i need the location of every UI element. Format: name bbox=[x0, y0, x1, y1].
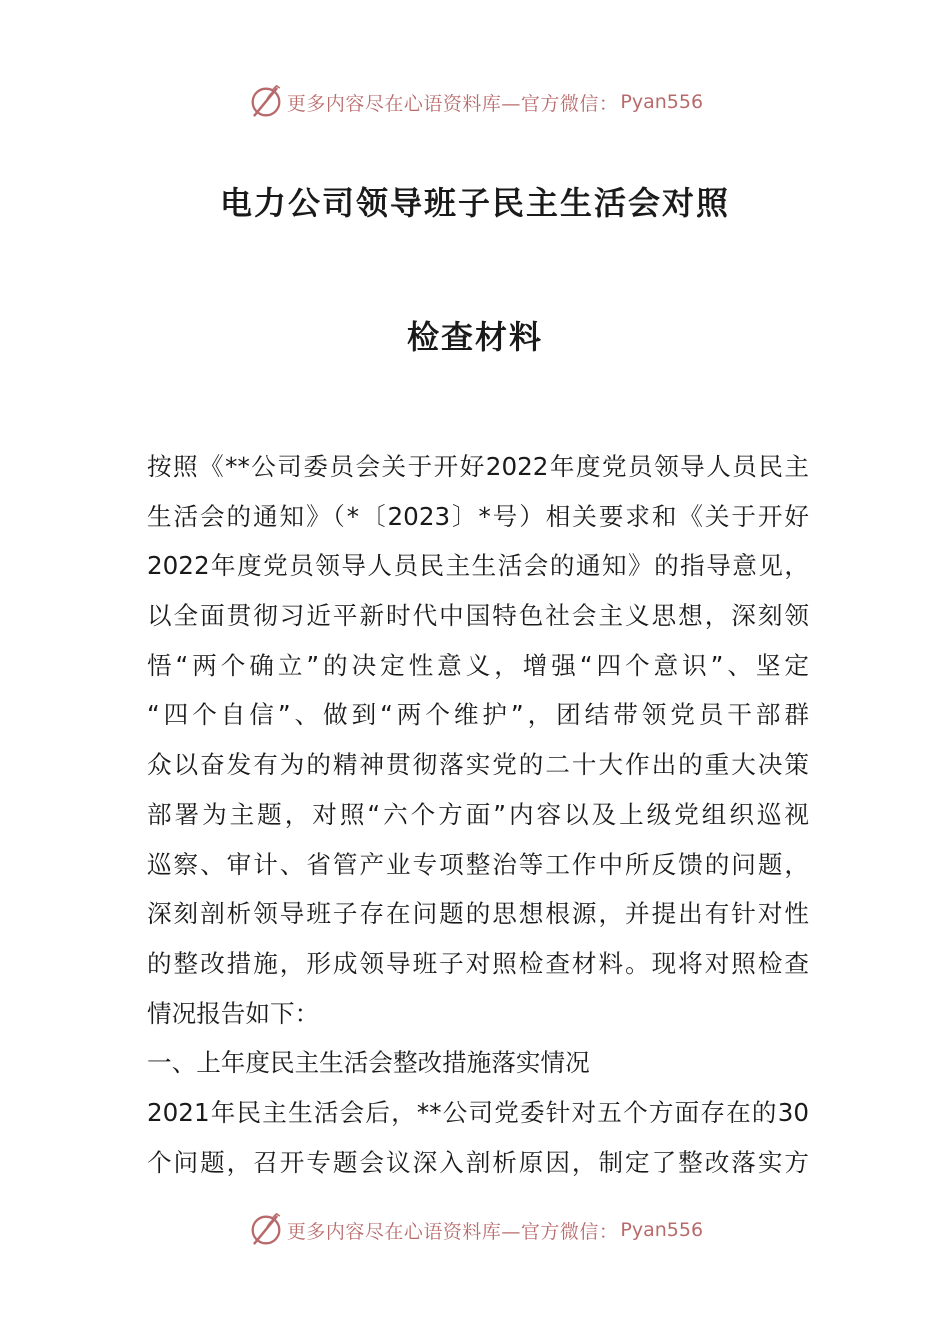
body-line: 深刻剖析领导班子存在问题的思想根源，并提出有针对性 bbox=[147, 899, 809, 929]
watermark-header bbox=[0, 82, 950, 122]
quill-logo-icon bbox=[247, 1211, 285, 1249]
document-title-line-1: 电力公司领导班子民主生活会对照 bbox=[219, 184, 730, 222]
body-line: 按照《**公司委员会关于开好2022年度党员领导人员民主 bbox=[147, 452, 809, 481]
body-line: 众以奋发有为的精神贯彻落实党的二十大作出的重大决策 bbox=[147, 750, 809, 780]
document-title-line-2: 检查材料 bbox=[406, 318, 543, 356]
body-line: 个问题，召开专题会议深入剖析原因，制定了整改落实方 bbox=[147, 1147, 809, 1177]
watermark-contact: Pyan556 bbox=[620, 91, 704, 113]
watermark-footer bbox=[0, 1210, 950, 1250]
watermark-text: 更多内容尽在心语资料库—官方微信： bbox=[286, 92, 619, 115]
body-line: 2022年度党员领导人员民主生活会的通知》的指导意见， bbox=[147, 551, 809, 581]
section-heading: 一、上年度民主生活会整改措施落实情况 bbox=[147, 1048, 590, 1078]
body-line: 部署为主题，对照“六个方面”内容以及上级党组织巡视 bbox=[147, 799, 809, 829]
watermark-contact: Pyan556 bbox=[620, 1219, 704, 1241]
quill-logo-icon bbox=[247, 83, 285, 121]
body-line: 巡察、审计、省管产业专项整治等工作中所反馈的问题， bbox=[147, 849, 809, 879]
body-line: 悟“两个确立”的决定性意义，增强“四个意识”、坚定 bbox=[147, 650, 809, 680]
body-line: 的整改措施，形成领导班子对照检查材料。现将对照检查 bbox=[147, 948, 809, 978]
body-line: 情况报告如下： bbox=[147, 998, 320, 1028]
body-line: 以全面贯彻习近平新时代中国特色社会主义思想，深刻领 bbox=[147, 601, 809, 631]
body-line: 生活会的通知》（*〔2023〕*号）相关要求和《关于开好 bbox=[147, 501, 809, 531]
body-line: “四个自信”、做到“两个维护”，团结带领党员干部群 bbox=[147, 700, 809, 730]
body-line: 2021年民主生活会后，**公司党委针对五个方面存在的30 bbox=[147, 1097, 809, 1127]
watermark-text: 更多内容尽在心语资料库—官方微信： bbox=[286, 1220, 619, 1243]
document-body bbox=[147, 442, 809, 1187]
